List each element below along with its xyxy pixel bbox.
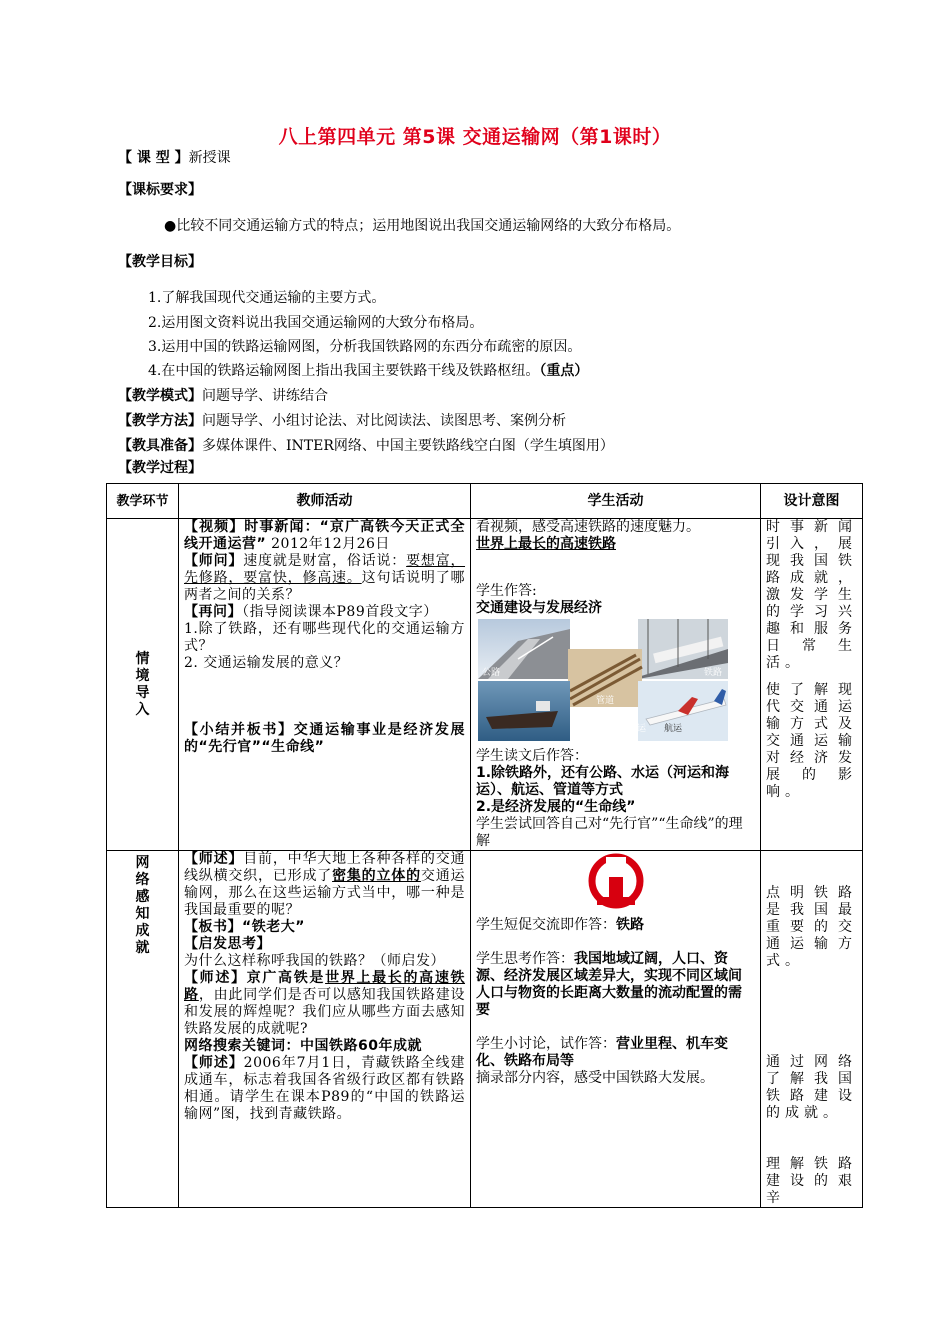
standard-text: ●比较不同交通运输方式的特点；运用地图说出我国交通运输网络的大致分布格局。: [164, 218, 681, 234]
stage-situation-intro: 情 境 导 入: [107, 519, 179, 851]
teacher-activity-2: 【师述】目前，中华大地上各种各样的交通线纵横交织，已形成了密集的立体的交通运输网，那么在这些运输方式当中，哪一种是我国最重要的呢？ 【板书】“铁老大” 【启发思考】 为什么这样称呼我国的铁路？（师启发） 【师述】京广高铁是世界上最长的高速铁路，由此同学们是否可以感知我国铁路建设和发展的辉煌呢？我们应从哪些方面去感知铁路发展的成就呢? 网络搜索关键词：中国铁路60年成就 【师述】2006年7月1日，青藏铁路全线建成通车，标志着我国各省级行政区都有铁路相通。请学生在课本P89的“中国的铁路运输网”图，找到青藏铁路。: [179, 851, 471, 1208]
table-row: [107, 519, 863, 851]
student-activity-1: 看视频，感受高速铁路的速度魅力。 世界上最长的高速铁路 学生作答: 交通建设与发展经济 公路 铁路 管道 水运 航运 学生读文后作答： 1.除铁路外，还有公路、水运（河运和海运）、航运、管道等方式 2.是经济发展的“生命线” 学生尝试回答自己对“先行官”“生命线”的理解: [471, 519, 761, 851]
design-intent-2: 点明铁路是我国最重要的交通运输方式。 通过网络了解我国铁路建设的成就。 理解铁路建设的艰辛: [761, 851, 863, 1208]
goal-item-1: 1.了解我国现代交通运输的主要方式。: [148, 290, 386, 306]
lesson-type: 【 课 型 】新授课: [118, 150, 231, 166]
svg-text:管道: 管道: [596, 696, 615, 706]
design-intent-1: 时事新闻引入，展现我国铁路成就，激发学生的学习兴趣和服务日常生活。 使了解现代交通运输方式及交通运输对经济发展的影响。: [761, 519, 863, 851]
student-activity-2: 学生短促交流即作答：铁路 学生思考作答：我国地域辽阔，人口、资源、经济发展区域差异大，实现不同区域间人口与物资的长距离大数量的流动配置的需要 学生小讨论，试作答：营业里程、机车变化、铁路布局等 摘录部分内容，感受中国铁路大发展。: [471, 851, 761, 1208]
header-design: 设计意图: [761, 484, 863, 519]
header-teacher: 教师活动: [179, 484, 471, 519]
stage-network-achievements: 网 络 感 知 成 就: [107, 851, 179, 1208]
goal-item-2: 2.运用图文资料说出我国交通运输网的大致分布格局。: [148, 315, 484, 331]
table-header-row: [107, 484, 863, 519]
svg-text:公路: 公路: [482, 668, 501, 678]
teacher-activity-1: 【视频】时事新闻：“京广高铁今天正式全线开通运营” 2012年12月26日 【师问】速度就是财富，俗话说：要想富，先修路，要富快，修高速。这句话说明了哪两者之间的关系？ 【再问】（指导阅读课本P89首段文字） 1.除了铁路，还有哪些现代化的交通运输方式？ 2. 交通运输发展的意义？ 【小结并板书】交通运输事业是经济发展的“先行官”“生命线”: [179, 519, 471, 851]
transport-collage-image: [478, 619, 728, 741]
page-title: 八上第四单元 第5课 交通运输网（第1课时）: [278, 126, 672, 148]
header-student: 学生活动: [471, 484, 761, 519]
china-railway-logo-icon: [579, 853, 653, 917]
header-stage: 教学环节: [107, 484, 179, 519]
goals-heading: 【教学目标】: [118, 254, 202, 270]
teaching-method: 【教学方法】问题导学、小组讨论法、对比阅读法、读图思考、案例分析: [118, 413, 566, 429]
teaching-mode: 【教学模式】问题导学、讲练结合: [118, 388, 328, 404]
svg-text:铁路: 铁路: [704, 668, 723, 678]
goal-item-4: 4.在中国的铁路运输网图上指出我国主要铁路干线及铁路枢纽。（重点）: [148, 363, 589, 379]
goal-item-3: 3.运用中国的铁路运输网图，分析我国铁路网的东西分布疏密的原因。: [148, 339, 582, 355]
svg-text:航运: 航运: [664, 724, 683, 734]
svg-text:水运: 水运: [628, 724, 647, 734]
standard-heading: 【课标要求】: [118, 182, 202, 198]
process-heading: 【教学过程】: [118, 460, 202, 476]
table-row: [107, 851, 863, 1208]
teaching-process-table: [106, 483, 863, 1208]
teaching-tools: 【教具准备】多媒体课件、INTER网络、中国主要铁路线空白图（学生填图用）: [118, 438, 614, 454]
